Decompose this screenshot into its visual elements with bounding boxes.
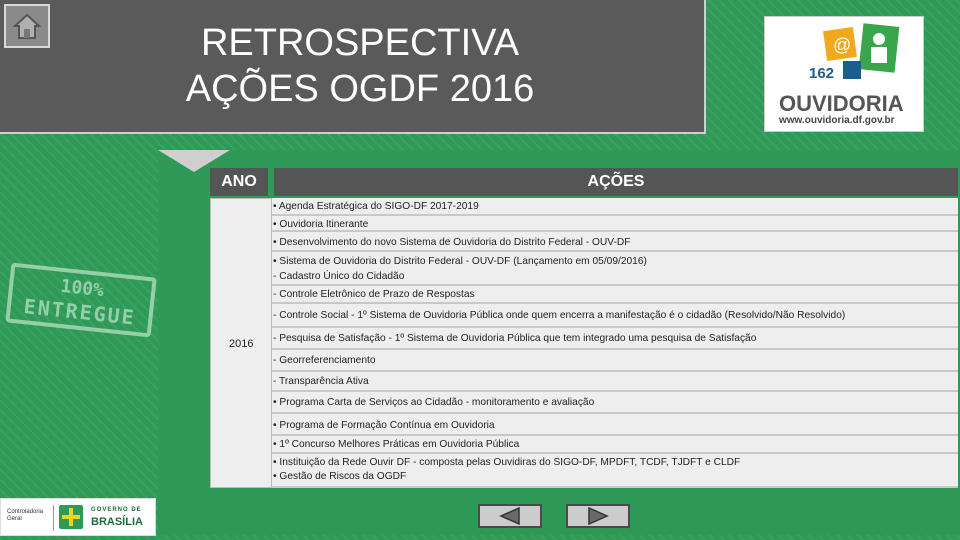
- brasilia-label: BRASÍLIA: [91, 516, 143, 528]
- delivered-stamp: [5, 263, 156, 338]
- table-row: [272, 304, 958, 328]
- table-row: [272, 198, 958, 216]
- row-text: • Programa de Formação Contínua em Ouvidoria: [273, 420, 495, 431]
- triangle-left-icon: [495, 506, 525, 526]
- ouvidoria-logo: [764, 16, 924, 132]
- year-cell: [210, 198, 272, 488]
- home-button[interactable]: [4, 4, 50, 48]
- logo-number: 162: [809, 65, 835, 82]
- column-header-ano: ANO: [210, 168, 268, 196]
- row-text: - Georreferenciamento: [273, 355, 376, 366]
- year-label: 2016: [229, 338, 254, 350]
- government-logo: [0, 498, 156, 536]
- governo-label: GOVERNO DE: [91, 507, 142, 513]
- page-title: [170, 20, 550, 112]
- row-text: • Sistema de Ouvidoria do Distrito Federal - OUV-DF (Lançamento em 05/09/2016): [273, 256, 647, 267]
- table-row: [272, 436, 958, 454]
- row-text: • Desenvolvimento do novo Sistema de Ouvidoria do Distrito Federal - OUV-DF: [273, 237, 631, 248]
- title-line-1: RETROSPECTIVA: [200, 22, 520, 64]
- svg-text:@: @: [833, 35, 852, 55]
- table-row: [272, 372, 958, 392]
- row-text: • Instituição da Rede Ouvir DF - composta pelas Ouvidiras do SIGO-DF, MPDFT, TCDF, TJDFT e CLDF: [273, 457, 741, 468]
- table-row: [272, 252, 958, 286]
- row-text: - Cadastro Único do Cidadão: [273, 271, 405, 282]
- logo-name: OUVIDORIA: [779, 91, 904, 116]
- controladoria-label: Controladoria Geral: [7, 509, 44, 522]
- row-text: - Controle Social - 1º Sistema de Ouvidoria Pública onde quem encerra a manifestação é o cidadão (Resolvido/Não Resolvido): [273, 310, 846, 321]
- logo-url: www.ouvidoria.df.gov.br: [779, 115, 895, 126]
- stamp-label: ENTREGUE: [22, 294, 137, 330]
- table-row: [272, 328, 958, 350]
- logo-divider: [53, 505, 54, 531]
- row-text: - Controle Eletrônico de Prazo de Respostas: [273, 289, 475, 300]
- table-row: [272, 350, 958, 372]
- table-row: [272, 454, 958, 488]
- table-row: [272, 392, 958, 414]
- row-text: - Transparência Ativa: [273, 376, 369, 387]
- table-row: [272, 216, 958, 232]
- column-header-acoes: AÇÕES: [274, 168, 958, 196]
- table-row: [272, 414, 958, 436]
- row-text: • 1º Concurso Melhores Práticas em Ouvidoria Pública: [273, 439, 520, 450]
- row-text: • Ouvidoria Itinerante: [273, 219, 369, 230]
- actions-list: [272, 198, 958, 488]
- table-row: [272, 286, 958, 304]
- stamp-percent: 100%: [59, 275, 105, 302]
- header-bar: [0, 0, 706, 134]
- previous-slide-button[interactable]: [478, 504, 542, 528]
- triangle-right-icon: [583, 506, 613, 526]
- row-text: - Pesquisa de Satisfação - 1º Sistema de Ouvidoria Pública que tem integrado uma pesquisa de Satisfação: [273, 333, 757, 344]
- row-text: • Programa Carta de Serviços ao Cidadão - monitoramento e avaliação: [273, 397, 595, 408]
- row-text: • Gestão de Riscos da OGDF: [273, 471, 407, 482]
- logo-icons: [765, 17, 925, 87]
- home-icon: [12, 11, 42, 41]
- title-line-2: AÇÕES OGDF 2016: [185, 68, 535, 110]
- phone-icon: [843, 61, 861, 79]
- brasilia-emblem-icon: [59, 505, 83, 529]
- table-row: [272, 232, 958, 252]
- next-slide-button[interactable]: [566, 504, 630, 528]
- row-text: • Agenda Estratégica do SIGO-DF 2017-2019: [273, 201, 479, 212]
